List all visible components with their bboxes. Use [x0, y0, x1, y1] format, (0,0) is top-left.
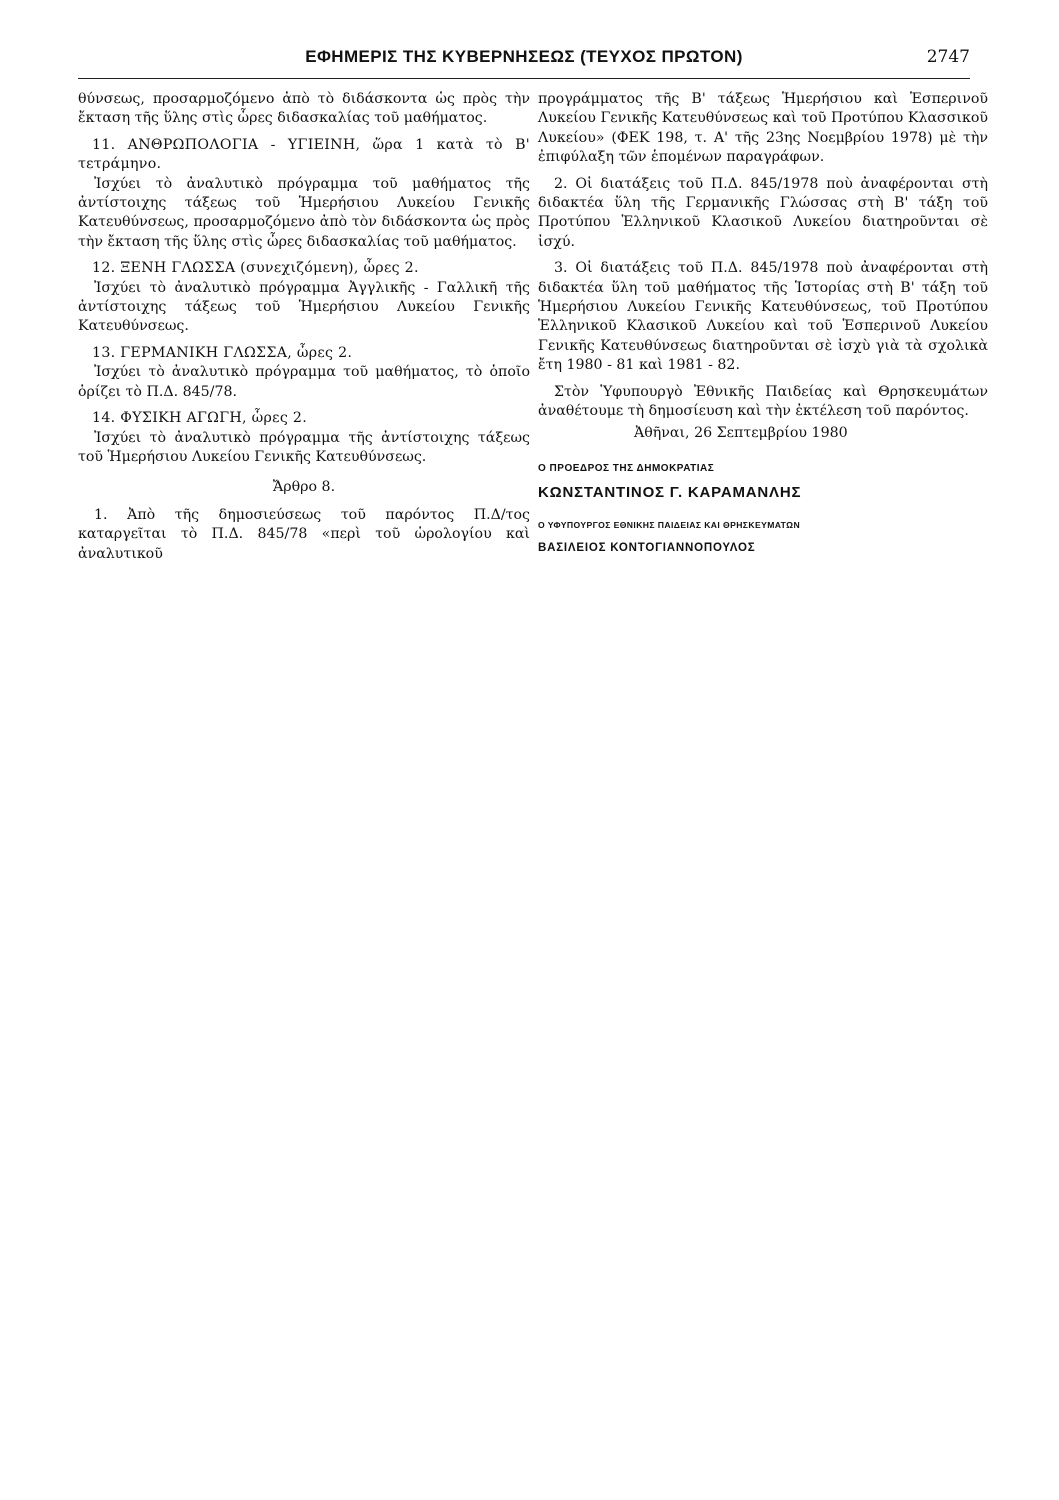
section-14-heading: 14. ΦΥΣΙΚΗ ΑΓΩΓΗ, ὧρες 2. [92, 410, 308, 427]
section-14-body: Ἰσχύει τὸ ἀναλυτικὸ πρόγραμμα τῆς ἀντίστοιχης τάξεως τοῦ Ἡμερήσιου Λυκείου Γενικῆς Κατευθύνσεως. [78, 429, 530, 465]
section-12-body: Ἰσχύει τὸ ἀναλυτικὸ πρόγραμμα Ἀγγλικῆς - Γαλλικῆ τῆς ἀντίστοιχης τάξεως τοῦ Ἡμερήσιου Λυκείου Γενικῆς Κατευθύνσεως. [78, 279, 530, 335]
page-header [78, 47, 970, 77]
continuation-paragraph: θύνσεως, προσαρμοζόμενο ἀπὸ τὸ διδάσκοντα ὡς πρὸς τὴν ἔκταση τῆς ὕλης στὶς ὧρες διδασκαλίας τοῦ μαθήματος. [78, 91, 530, 127]
section-11-heading: 11. ΑΝΘΡΩΠΟΛΟΓΙΑ - ΥΓΙΕΙΝΗ, ὥρα 1 κατὰ τὸ Β' τετράμηνο. [78, 136, 530, 173]
section-13-body: Ἰσχύει τὸ ἀναλυτικὸ πρόγραμμα τοῦ μαθήματος, τὸ ὁποῖο ὁρίζει τὸ Π.Δ. 845/78. [78, 364, 530, 400]
gazette-title: ΕΦΗΜΕΡΙΣ ΤΗΣ ΚΥΒΕΡΝΗΣΕΩΣ (ΤΕΥΧΟΣ ΠΡΩΤΟΝ) [305, 47, 743, 66]
article-8-title: Ἄρθρο 8. [272, 479, 336, 496]
execution-clause: Στὸν Ὑφυπουργὸ Ἐθνικῆς Παιδείας καὶ Θρησκευμάτων ἀναθέτουμε τὴ δημοσίευση καὶ τὴν ἐκτέλεση τοῦ παρόντος. [538, 383, 988, 420]
article-8-paragraph-3: 3. Οἱ διατάξεις τοῦ Π.Δ. 845/1978 ποὺ ἀναφέρονται στὴ διδακτέα ὕλη τοῦ μαθήματος τῆς Ἱστορίας στὴ Β' τάξη τοῦ Ἡμερήσιου Λυκείου Γενικῆς Κατευθύνσεως, τοῦ Προτύπου Ἑλληνικοῦ Κλασικοῦ Λυκείου καὶ τοῦ Ἑσπερινοῦ Λυκείου Γενικῆς Κατευθύνσεως διατηροῦνται σὲ ἰσχὺ γιὰ τὰ σχολικὰ ἔτη 1980 - 81 καὶ 1981 - 82. [538, 260, 988, 374]
header-rule [78, 78, 970, 79]
place-and-date: Ἀθῆναι, 26 Σεπτεμβρίου 1980 [634, 424, 848, 441]
section-11-body: Ἰσχύει τὸ ἀναλυτικὸ πρόγραμμα τοῦ μαθήματος τῆς ἀντίστοιχης τάξεως τοῦ Ἡμερήσιου Λυκείου Γενικῆς Κατευθύνσεως, προσαρμοζόμενο ἀπὸ τὸν διδάσκοντα ὡς πρὸς τὴν ἔκταση τῆς ὕλης στὶς ὧρες διδασκαλίας τοῦ μαθήματος. [78, 175, 530, 250]
president-title: Ο ΠΡΟΕΔΡΟΣ ΤΗΣ ΔΗΜΟΚΡΑΤΙΑΣ [538, 462, 715, 474]
page-number: 2747 [926, 47, 970, 67]
article-8-paragraph-1-continued: προγράμματος τῆς Β' τάξεως Ἡμερήσιου καὶ Ἑσπερινοῦ Λυκείου Γενικῆς Κατευθύνσεως καὶ τοῦ Προτύπου Κλασσικοῦ Λυκείου» (ΦΕΚ 198, τ. Α' τῆς 23ης Νοεμβρίου 1978) μὲ τὴν ἐπιφύλαξη τῶν ἑπομένων παραγράφων. [538, 91, 988, 166]
article-8-paragraph-2: 2. Οἱ διατάξεις τοῦ Π.Δ. 845/1978 ποὺ ἀναφέρονται στὴ διδακτέα ὕλη τῆς Γερμανικῆς Γλώσσας στὴ Β' τάξη τοῦ Προτύπου Ἑλληνικοῦ Κλασικοῦ Λυκείου διατηροῦνται σὲ ἰσχύ. [538, 175, 988, 250]
right-column [538, 90, 988, 559]
left-column [78, 90, 530, 564]
article-8-paragraph-1: 1. Ἀπὸ τῆς δημοσιεύσεως τοῦ παρόντος Π.Δ/τος καταργεῖται τὸ Π.Δ. 845/78 «περὶ τοῦ ὡρολογίου καὶ ἀναλυτικοῦ [78, 506, 530, 562]
president-name: ΚΩΝΣΤΑΝΤΙΝΟΣ Γ. ΚΑΡΑΜΑΝΛΗΣ [538, 484, 802, 502]
deputy-minister-name: ΒΑΣΙΛΕΙΟΣ ΚΟΝΤΟΓΙΑΝΝΟΠΟΥΛΟΣ [538, 542, 756, 555]
section-12-heading: 12. ΞΕΝΗ ΓΛΩΣΣΑ (συνεχιζόμενη), ὧρες 2. [92, 260, 419, 277]
section-13-heading: 13. ΓΕΡΜΑΝΙΚΗ ΓΛΩΣΣΑ, ὧρες 2. [92, 344, 353, 361]
deputy-minister-title: Ο ΥΦΥΠΟΥΡΓΟΣ ΕΘΝΙΚΗΣ ΠΑΙΔΕΙΑΣ ΚΑΙ ΘΡΗΣΚΕΥΜΑΤΩΝ [538, 519, 801, 530]
